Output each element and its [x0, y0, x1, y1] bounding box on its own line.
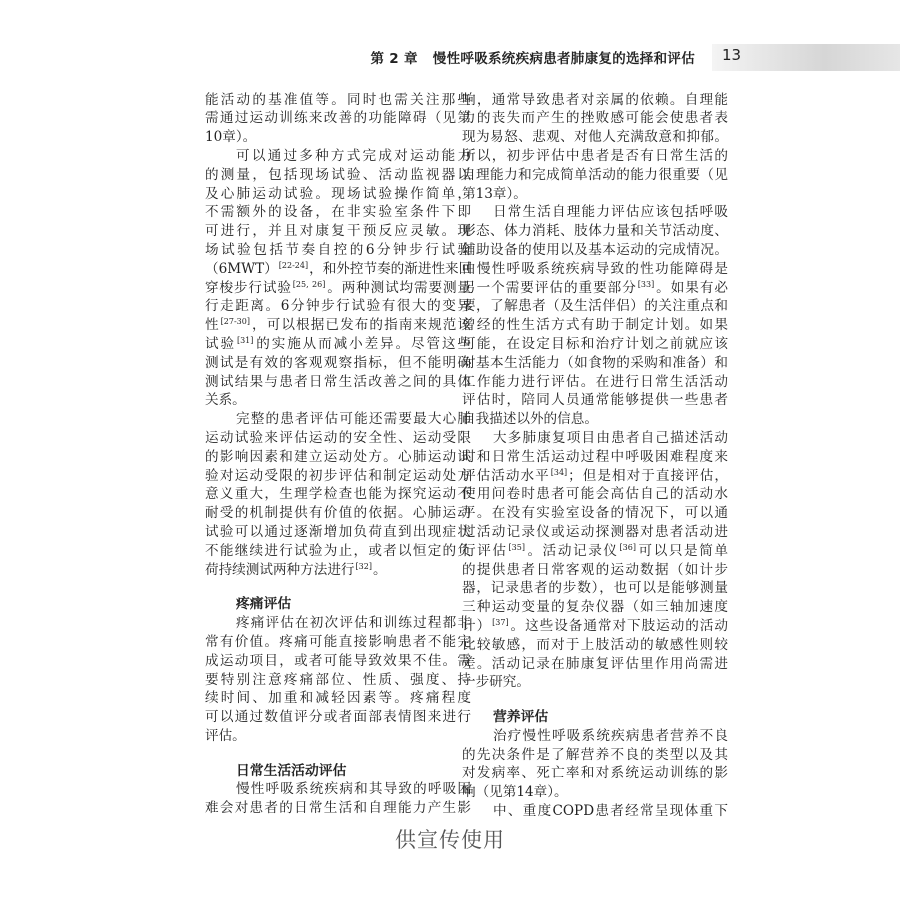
text-line — [205, 316, 471, 335]
text-line: 可以通过多种方式完成对运动能力 — [236, 147, 471, 164]
text-line: 现为易怒、悲观、对他人充满敌意和抑郁。 — [462, 129, 728, 146]
text-line: 由慢性呼吸系统疾病导致的性功能障碍是 — [462, 260, 728, 277]
text-segment: 性 — [205, 317, 220, 334]
text-line: 完整的患者评估可能还需要最大心肺 — [236, 411, 471, 428]
text-line — [205, 335, 471, 354]
text-line: 平。在没有实验室设备的情况下，可以通 — [462, 505, 728, 522]
text-line: 意义重大，生理学检查也能为探究运动不 — [205, 486, 471, 503]
text-line: 不能继续进行试验为止，或者以恒定的负 — [205, 542, 471, 559]
text-segment: 另一个需要评估的重要部分 — [462, 279, 637, 296]
text-segment: 穿梭步行试验 — [205, 279, 292, 296]
text-segment: 计） — [462, 617, 492, 634]
text-segment: 评估活动水平 — [462, 467, 550, 484]
text-segment: 。活动记录仪 — [525, 542, 619, 559]
text-line: 续时间、加重和减轻因素等。疼痛程度 — [205, 690, 471, 707]
text-line: 疼痛评估在初次评估和训练过程都非 — [236, 615, 471, 632]
text-segment: 。如果有必 — [655, 279, 729, 296]
text-line: 比较敏感，而对于上肢活动的敏感性则较 — [462, 636, 728, 653]
citation-reference: [35] — [508, 542, 525, 552]
text-line: 运动试验来评估运动的安全性、运动受限 — [205, 429, 471, 446]
text-line: 测试是有效的客观观察指标，但不能明确 — [205, 354, 471, 371]
running-header — [371, 47, 696, 67]
text-line: 日常生活自理能力评估应该包括呼吸 — [493, 204, 728, 221]
citation-reference: [34] — [550, 467, 568, 477]
text-line: 差。活动记录在肺康复评估里作用尚需进 — [462, 655, 728, 672]
text-line: 大多肺康复项目由患者自己描述活动 — [493, 429, 728, 446]
left-column — [205, 91, 471, 818]
citation-reference: [33] — [637, 279, 655, 289]
text-line — [462, 467, 728, 486]
text-line: 三种运动变量的复杂仪器（如三轴加速度 — [462, 599, 728, 616]
text-segment: ，可以根据已发布的指南来规范该 — [250, 317, 472, 334]
text-line: 需通过运动训练来改善的功能障碍（见第 — [205, 110, 471, 127]
citation-reference: [27-30] — [220, 317, 250, 327]
text-segment: 荷持续测试两种方法进行 — [205, 561, 355, 578]
text-line: 曾经的性生活方式有助于制定计划。如果 — [462, 317, 728, 334]
citation-reference: [37] — [492, 617, 509, 627]
text-segment: 。两种测试均需要测量 — [326, 279, 472, 296]
text-line: 第13章）。 — [462, 185, 527, 202]
text-line: 自理能力和完成简单活动的能力很重要（见 — [462, 166, 728, 183]
text-segment: 的实施从而减小差异。尽管这些 — [254, 335, 472, 352]
citation-reference: [31] — [236, 335, 254, 345]
text-line: 器，记录患者的步数），也可以是能够测量 — [462, 580, 728, 597]
text-line: 的影响因素和建立运动处方。心肺运动试 — [205, 448, 471, 465]
citation-reference: [22-24] — [278, 260, 309, 270]
text-line: 成运动项目，或者可能导致效果不佳。需 — [205, 652, 471, 669]
text-line: 10章）。 — [205, 129, 257, 146]
text-line — [462, 542, 728, 561]
citation-reference: [36] — [619, 542, 636, 552]
text-line: 试验可以通过逐渐增加负荷直到出现症状 — [205, 523, 471, 540]
text-line: 的提供患者日常客观的运动数据（如计步 — [462, 561, 728, 578]
text-line: 行走距离。6分钟步行试验有很大的变异 — [205, 298, 471, 315]
text-line: 形态、体力消耗、肢体力量和关节活动度、 — [462, 223, 728, 240]
text-line: 关系。 — [205, 392, 246, 409]
watermark-text: 供宣传使用 — [395, 828, 505, 852]
section-heading: 疼痛评估 — [236, 596, 292, 613]
text-line: 可以通过数值评分或者面部表情图来进行 — [205, 709, 471, 726]
text-line: 中、重度COPD患者经常呈现体重下 — [493, 803, 728, 820]
page-number: 13 — [722, 46, 742, 64]
text-line: 的测量，包括现场试验、活动监视器以 — [205, 166, 471, 183]
citation-reference: [25, 26] — [292, 279, 326, 289]
text-line: 及心肺运动试验。现场试验操作简单， — [205, 185, 471, 202]
text-segment: ；但是相对于直接评估， — [568, 467, 729, 484]
section-spacer — [205, 746, 471, 762]
text-line: 工作能力进行评估。在进行日常生活活动 — [462, 373, 728, 390]
text-line: 评估。 — [205, 727, 246, 744]
text-line: 对发病率、死亡率和对系统运动训练的影 — [462, 765, 728, 782]
text-line: 时和日常生活运动过程中呼吸困难程度来 — [462, 448, 728, 465]
text-line: 评估时，陪同人员通常能够提供一些患者 — [462, 392, 728, 409]
section-heading: 营养评估 — [493, 709, 549, 726]
text-line: 使用问卷时患者可能会高估自己的活动水 — [462, 486, 728, 503]
text-line: 力的丧失而产生的挫败感可能会使患者表 — [462, 110, 728, 127]
text-line — [205, 260, 471, 279]
text-segment: 可以只是简单 — [636, 542, 728, 559]
text-segment: （6MWT） — [205, 260, 278, 277]
text-line: 难会对患者的日常生活和自理能力产生影 — [205, 800, 471, 817]
text-line: 自我描述以外的信息。 — [462, 411, 598, 428]
text-line: 响，通常导致患者对亲属的依赖。自理能 — [462, 91, 728, 108]
text-segment: 。 — [372, 561, 387, 578]
text-line: 过活动记录仪或运动探测器对患者活动进 — [462, 523, 728, 540]
text-segment: 行评估 — [462, 542, 508, 559]
text-line: 所以，初步评估中患者是否有日常生活的 — [462, 147, 728, 164]
text-line: 耐受的机制提供有价值的依据。心肺运动 — [205, 505, 471, 522]
text-line: 验对运动受限的初步评估和制定运动处方 — [205, 467, 471, 484]
text-line: 可能，在设定目标和治疗计划之前就应该 — [462, 335, 728, 352]
text-line: 常有价值。疼痛可能直接影响患者不能完 — [205, 633, 471, 650]
section-spacer — [462, 692, 728, 708]
text-line: 不需额外的设备，在非实验室条件下即 — [205, 204, 471, 221]
section-heading: 日常生活活动评估 — [236, 762, 347, 779]
text-line: 要特别注意疼痛部位、性质、强度、持 — [205, 671, 471, 688]
text-line: 要，了解患者（及生活伴侣）的关注重点和 — [462, 298, 728, 315]
chapter-label: 第 2 章 — [370, 51, 418, 67]
text-segment: 。这些设备通常对下肢运动的活动 — [509, 617, 729, 634]
text-segment: ，和外控节奏的渐进性来回 — [309, 260, 473, 277]
text-line — [205, 279, 471, 298]
citation-reference: [32] — [355, 561, 372, 571]
text-segment: 试验 — [205, 335, 236, 352]
right-column — [462, 91, 728, 821]
text-line — [462, 617, 728, 636]
text-line: 场试验包括节奏自控的6分钟步行试验 — [205, 241, 471, 258]
text-line: 测试结果与患者日常生活改善之间的具体 — [205, 373, 471, 390]
text-line: 治疗慢性呼吸系统疾病患者营养不良 — [493, 727, 728, 744]
text-line: 响（见第14章）。 — [462, 784, 568, 801]
text-line — [462, 279, 728, 298]
text-line: 的先决条件是了解营养不良的类型以及其 — [462, 746, 728, 763]
text-line: 可进行，并且对康复干预反应灵敏。现 — [205, 223, 471, 240]
text-line — [205, 561, 471, 580]
text-line: 对基本生活能力（如食物的采购和准备）和 — [462, 354, 728, 371]
section-spacer — [205, 579, 471, 595]
chapter-title: 慢性呼吸系统疾病患者肺康复的选择和评估 — [432, 51, 695, 67]
text-line: 慢性呼吸系统疾病和其导致的呼吸困 — [236, 781, 471, 798]
text-line: 一步研究。 — [462, 674, 530, 691]
text-line: 辅助设备的使用以及基本运动的完成情况。 — [462, 241, 728, 258]
text-line: 能活动的基准值等。同时也需关注那些 — [205, 91, 471, 108]
